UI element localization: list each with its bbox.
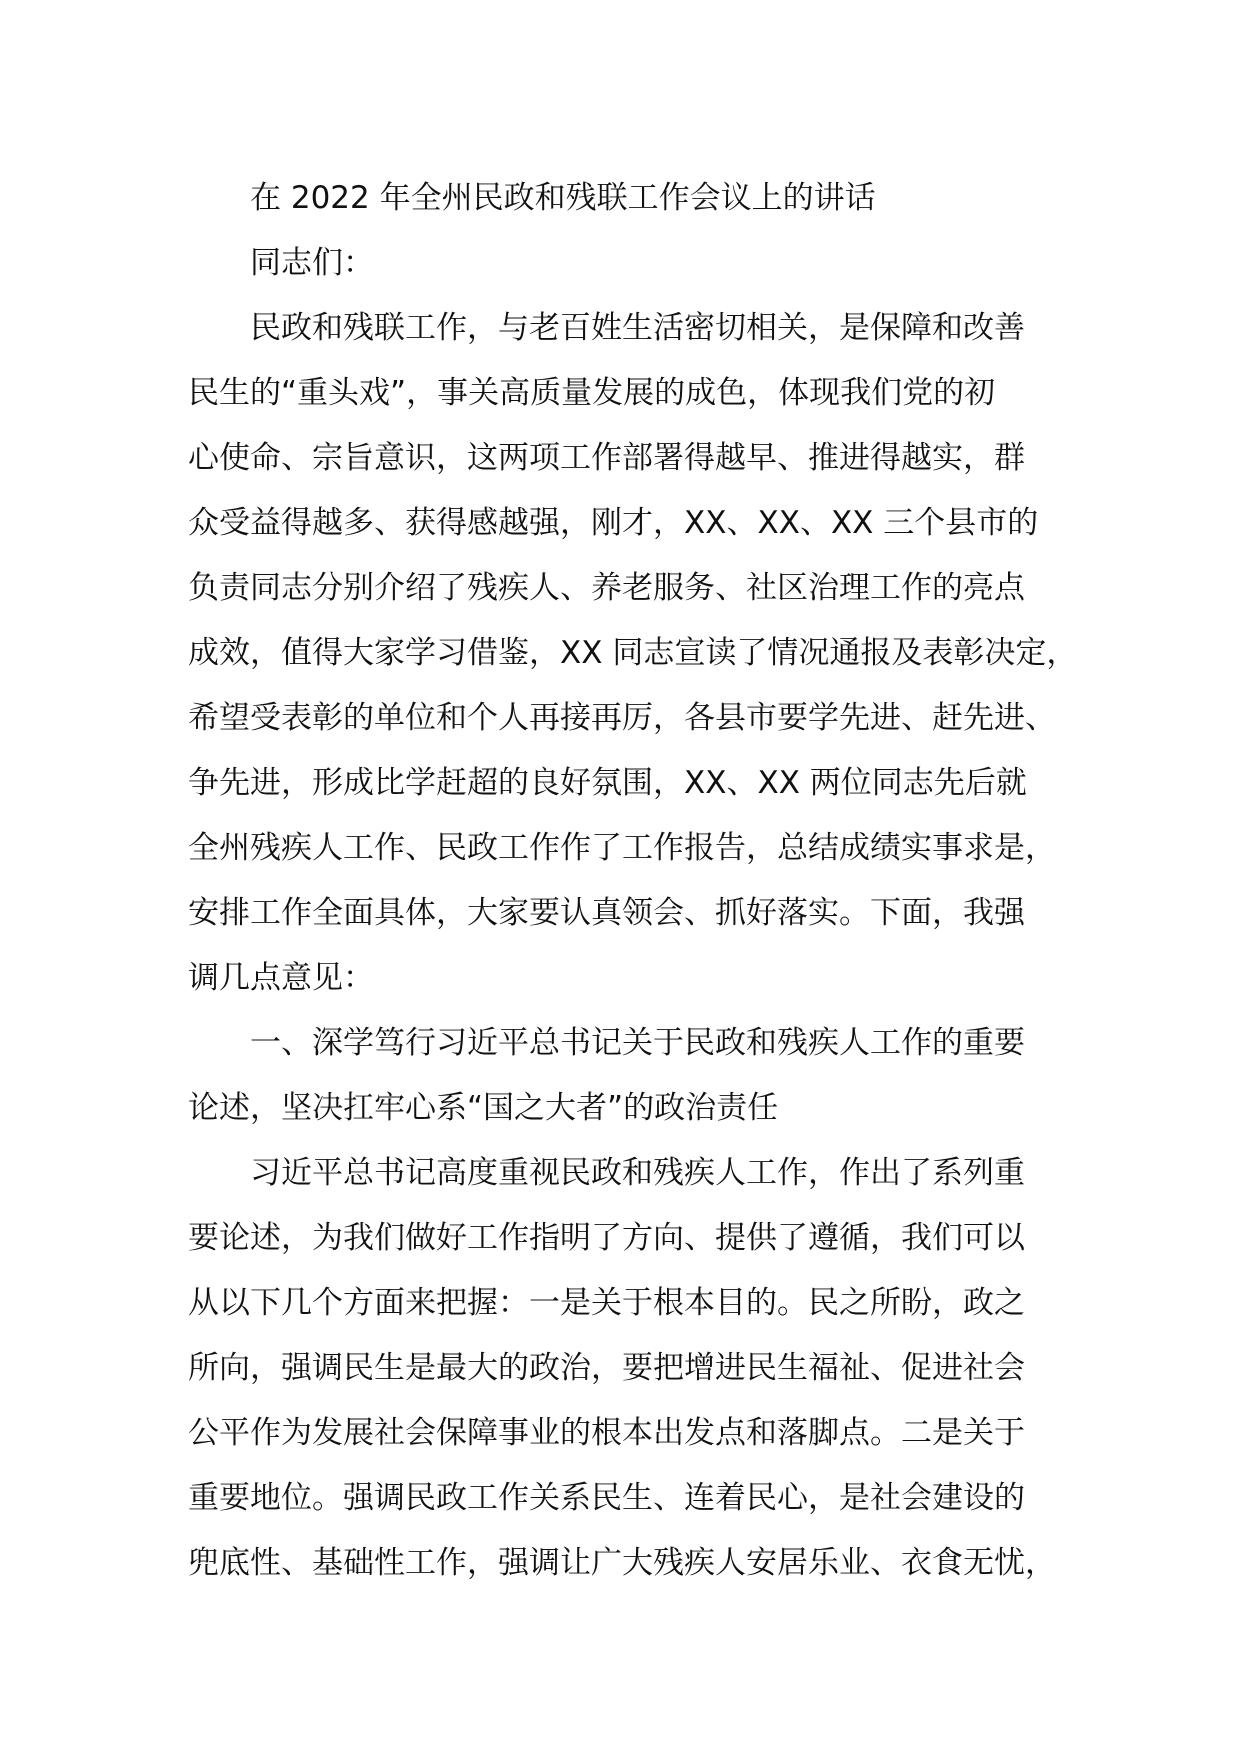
paragraph-line: 希望受表彰的单位和个人再接再厉，各县市要学先进、赶先进、: [188, 700, 1056, 736]
speech-text: [188, 166, 1088, 1596]
paragraph-line: 争先进，形成比学赶超的良好氛围，XX、XX 两位同志先后就: [188, 765, 1027, 801]
paragraph-line: 众受益得越多、获得感越强，刚才，XX、XX、XX 三个县市的: [188, 505, 1039, 541]
paragraph-line: 调几点意见：: [188, 960, 374, 996]
paragraph-line: 成效，值得大家学习借鉴，XX 同志宣读了情况通报及表彰决定，: [188, 635, 1078, 671]
paragraph-line: 要论述，为我们做好工作指明了方向、提供了遵循，我们可以: [188, 1220, 1025, 1256]
section-heading-line: 论述，坚决扛牢心系“国之大者”的政治责任: [188, 1090, 779, 1126]
paragraph-line: 全州残疾人工作、民政工作作了工作报告，总结成绩实事求是，: [188, 830, 1056, 866]
paragraph-line: 负责同志分别介绍了残疾人、养老服务、社区治理工作的亮点: [188, 570, 1025, 606]
paragraph-line: 兜底性、基础性工作，强调让广大残疾人安居乐业、衣食无忧，: [188, 1545, 1056, 1581]
section-heading-line: 一、深学笃行习近平总书记关于民政和残疾人工作的重要: [250, 1025, 1025, 1061]
paragraph-line: 心使命、宗旨意识，这两项工作部署得越早、推进得越实，群: [188, 440, 1025, 476]
paragraph-line: 从以下几个方面来把握：一是关于根本目的。民之所盼，政之: [188, 1285, 1025, 1321]
salutation: 同志们：: [250, 245, 374, 281]
paragraph-line: 重要地位。强调民政工作关系民生、连着民心，是社会建设的: [188, 1480, 1025, 1516]
document-title: 在 2022 年全州民政和残联工作会议上的讲话: [250, 180, 876, 216]
paragraph-line: 习近平总书记高度重视民政和残疾人工作，作出了系列重: [250, 1155, 1025, 1191]
paragraph-line: 民生的“重头戏”，事关高质量发展的成色，体现我们党的初: [188, 375, 996, 411]
paragraph-line: 安排工作全面具体，大家要认真领会、抓好落实。下面，我强: [188, 895, 1025, 931]
paragraph-line: 公平作为发展社会保障事业的根本出发点和落脚点。二是关于: [188, 1415, 1025, 1451]
paragraph-line: 所向，强调民生是最大的政治，要把增进民生福祉、促进社会: [188, 1350, 1025, 1386]
paragraph-line: 民政和残联工作，与老百姓生活密切相关，是保障和改善: [250, 310, 1025, 346]
